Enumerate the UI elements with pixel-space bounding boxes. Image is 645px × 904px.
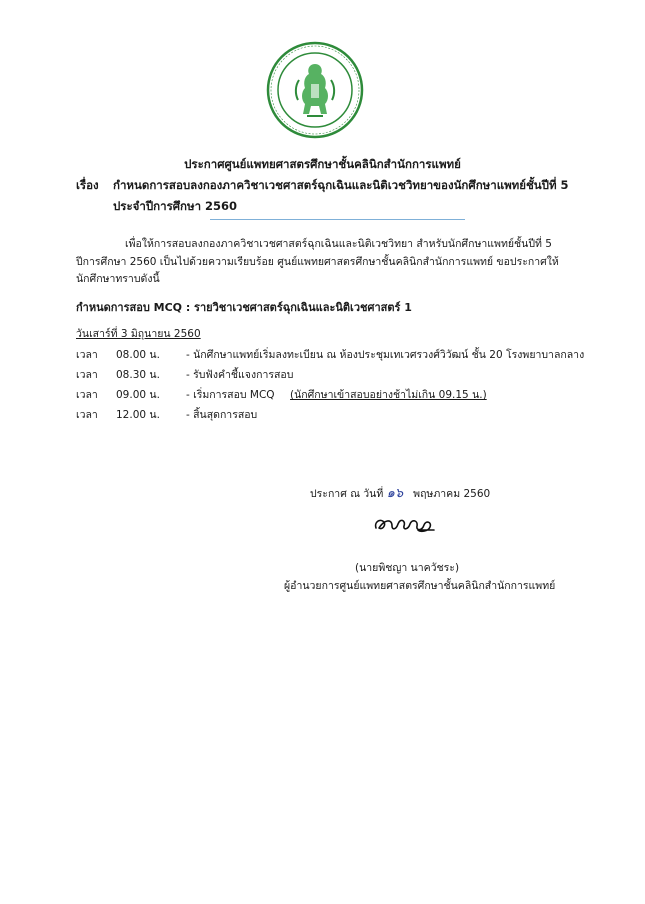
schedule-note: (นักศึกษาเข้าสอบอย่างช้าไม่เกิน 09.15 น.) <box>290 389 487 401</box>
schedule-description: - สิ้นสุดการสอบ <box>186 409 258 421</box>
schedule-time: 09.00 น. <box>116 389 160 401</box>
schedule-label: เวลา <box>76 369 98 381</box>
schedule-label: เวลา <box>76 349 98 361</box>
schedule-row <box>0 406 645 424</box>
schedule-description: - เริ่มการสอบ MCQ <box>186 389 275 401</box>
subject-line-2: ประจำปีการศึกษา 2560 <box>113 199 238 213</box>
subject-line-1: กำหนดการสอบลงกองภาควิชาเวชศาสตร์ฉุกเฉินและนิติเวชวิทยาของนักศึกษาแพทย์ชั้นปีที่ 5 <box>113 178 569 192</box>
schedule-time: 12.00 น. <box>116 409 160 421</box>
header-divider <box>210 219 465 220</box>
signer-title: ผู้อำนวยการศูนย์แพทยศาสตรศึกษาชั้นคลินิกสำนักการแพทย์ <box>284 580 556 592</box>
schedule-row <box>0 366 645 384</box>
announce-prefix: ประกาศ ณ วันที่ <box>310 488 384 500</box>
schedule-label: เวลา <box>76 409 98 421</box>
paragraph-line-3: นักศึกษาทราบดังนี้ <box>76 273 160 285</box>
subject-label: เรื่อง <box>76 178 99 192</box>
paragraph-line-1: เพื่อให้การสอบลงกองภาควิชาเวชศาสตร์ฉุกเฉินและนิติเวชวิทยา สำหรับนักศึกษาแพทย์ชั้นปีที่ 5 <box>125 238 552 250</box>
paragraph-line-2: ปีการศึกษา 2560 เป็นไปด้วยความเรียบร้อย ศูนย์แพทยศาสตรศึกษาชั้นคลินิกสำนักการแพทย์ ขอประกาศให้ <box>76 256 559 268</box>
medical-school-seal-icon <box>265 40 365 140</box>
announce-month-year: พฤษภาคม 2560 <box>413 488 491 500</box>
handwritten-day: ๑๖ <box>386 486 404 501</box>
signer-name: (นายพิชญา นาควัชระ) <box>355 562 460 574</box>
signature-icon <box>370 510 440 538</box>
schedule-row <box>0 346 645 364</box>
schedule-description: - รับฟังคำชี้แจงการสอบ <box>186 369 294 381</box>
announcement-date <box>310 482 490 503</box>
document-title: ประกาศศูนย์แพทยศาสตรศึกษาชั้นคลินิกสำนักการแพทย์ <box>184 157 461 171</box>
schedule-label: เวลา <box>76 389 98 401</box>
schedule-description: - นักศึกษาแพทย์เริ่มลงทะเบียน ณ ห้องประชุมเทเวศรวงศ์วิวัฒน์ ชั้น 20 โรงพยาบาลกลาง <box>186 349 585 361</box>
exam-section-heading: กำหนดการสอบ MCQ : รายวิชาเวชศาสตร์ฉุกเฉินและนิติเวชศาสตร์ 1 <box>76 301 412 314</box>
schedule-row <box>0 386 645 404</box>
schedule-time: 08.00 น. <box>116 349 160 361</box>
exam-date: วันเสาร์ที่ 3 มิถุนายน 2560 <box>76 328 201 340</box>
schedule-time: 08.30 น. <box>116 369 160 381</box>
